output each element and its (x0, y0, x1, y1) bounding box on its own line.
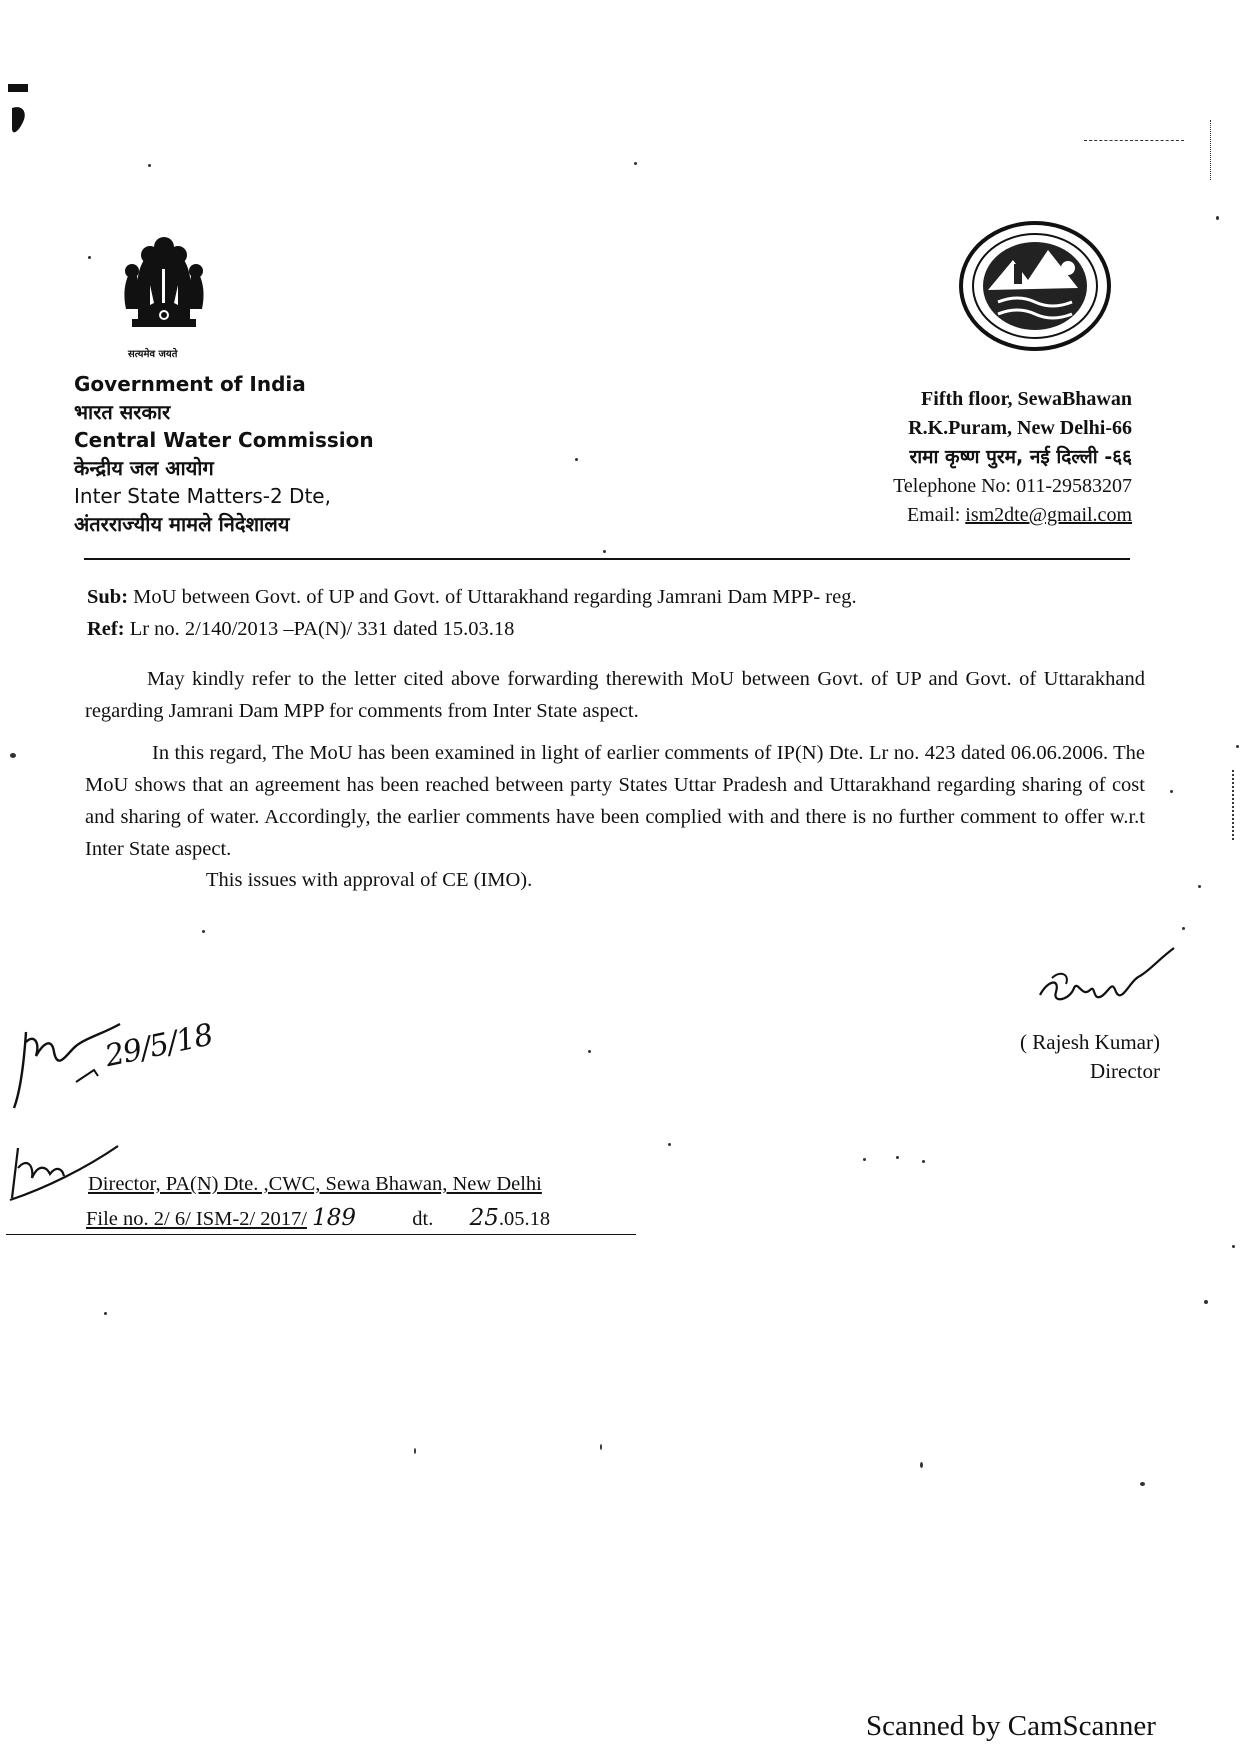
paragraph-text: This issues with approval of CE (IMO). (206, 869, 533, 891)
header-divider (84, 558, 1130, 560)
commission-name-en: Central Water Commission (74, 428, 374, 452)
paragraph-text: May kindly refer to the letter cited above forwarding therewith MoU between Govt. of UP and Govt. of Uttarakhand regarding Jamrani Dam MPP for comments from Inter State aspect. (85, 668, 1145, 722)
footer-underline (6, 1234, 636, 1235)
reference-label: Ref: (87, 618, 125, 640)
file-number-line (86, 1205, 550, 1231)
commission-name-hi: केन्द्रीय जल आयोग (74, 456, 214, 480)
margin-date-note: 29/5/18 (102, 1017, 216, 1075)
address-line2: R.K.Puram, New Delhi-66 (908, 417, 1132, 439)
scan-speck (104, 1312, 107, 1315)
scan-speck (1216, 216, 1219, 220)
scan-speck (1236, 745, 1239, 748)
scan-speck (575, 458, 578, 461)
reference-text: Lr no. 2/140/2013 –PA(N)/ 331 dated 15.03.18 (129, 618, 515, 640)
org-name-hi: भारत सरकार (74, 400, 171, 424)
scan-speck (1182, 927, 1185, 930)
cwc-logo-icon (958, 220, 1112, 352)
addressee-line: Director, PA(N) Dte. ,CWC, Sewa Bhawan, New Delhi (88, 1173, 542, 1195)
body-paragraph-3 (206, 869, 532, 892)
email-link[interactable]: ism2dte@gmail.com (965, 504, 1132, 526)
signatory-name: ( Rajesh Kumar) (1020, 1030, 1160, 1054)
scan-speck (588, 1050, 591, 1053)
telephone: Telephone No: 011-29583207 (893, 475, 1132, 497)
subject-label: Sub: (87, 586, 129, 608)
scan-speck (10, 753, 16, 758)
right-edge-dots (1232, 770, 1236, 840)
file-number-handwritten: 189 (312, 1205, 356, 1231)
scan-speck (148, 164, 151, 167)
emblem-icon (110, 225, 218, 345)
date-printed: .05.18 (498, 1208, 551, 1230)
scan-speck (896, 1156, 899, 1159)
signatory-block (960, 1028, 1160, 1086)
address-line1: Fifth floor, SewaBhawan (921, 388, 1132, 410)
address-hindi: रामा कृष्ण पुरम, नई दिल्ली -६६ (909, 446, 1132, 468)
scan-speck (600, 1444, 602, 1450)
emblem-motto: सत्यमेव जयते (128, 349, 178, 360)
scan-speck (603, 550, 606, 553)
reference-line (87, 618, 514, 641)
scan-speck (1232, 1245, 1235, 1248)
letterhead-left (74, 370, 394, 538)
scan-mark-icon (6, 84, 30, 150)
org-name-en: Government of India (74, 372, 306, 396)
directorate-name-en: Inter State Matters-2 Dte, (74, 484, 331, 508)
body-paragraph-2 (85, 737, 1145, 865)
subject-text: MoU between Govt. of UP and Govt. of Uttarakhand regarding Jamrani Dam MPP- reg. (133, 586, 857, 608)
scan-speck (668, 1143, 671, 1146)
date-label: dt. (412, 1208, 434, 1230)
right-edge-dots (1210, 120, 1213, 180)
email-label: Email: (906, 504, 961, 526)
date-handwritten: 25 (469, 1205, 499, 1231)
scan-speck (88, 256, 91, 259)
file-number: File no. 2/ 6/ ISM-2/ 2017/ (86, 1208, 307, 1230)
signatory-designation: Director (1090, 1059, 1160, 1083)
top-right-dash (1084, 140, 1184, 142)
email-line (780, 501, 1132, 530)
scan-speck (1140, 1482, 1145, 1486)
scan-speck (1198, 885, 1201, 888)
scan-speck (922, 1160, 925, 1163)
scan-speck (863, 1158, 866, 1161)
body-paragraph-1 (85, 663, 1145, 727)
subject-line (87, 586, 857, 609)
letterhead-right (780, 385, 1132, 530)
scan-speck (634, 162, 637, 165)
directorate-name-hi: अंतरराज्यीय मामले निदेशालय (74, 512, 290, 536)
paragraph-text: In this regard, The MoU has been examined in light of earlier comments of IP(N) Dte. Lr no. 423 dated 06.06.2006. The MoU shows that an agreement has been reached between party States Uttar Pradesh and Uttarakhand regarding sharing of cost and sharing of water. Accordingly, the earlier comments have been complied with and there is no further comment to offer w.r.t Inter State aspect. (85, 742, 1145, 860)
scan-speck (202, 930, 205, 933)
camscanner-watermark: Scanned by CamScanner (866, 1710, 1156, 1742)
scan-speck (920, 1462, 923, 1468)
scan-speck (1204, 1300, 1208, 1304)
signature-icon (1030, 940, 1180, 1020)
scan-speck (1170, 790, 1173, 793)
scan-speck (414, 1448, 416, 1454)
